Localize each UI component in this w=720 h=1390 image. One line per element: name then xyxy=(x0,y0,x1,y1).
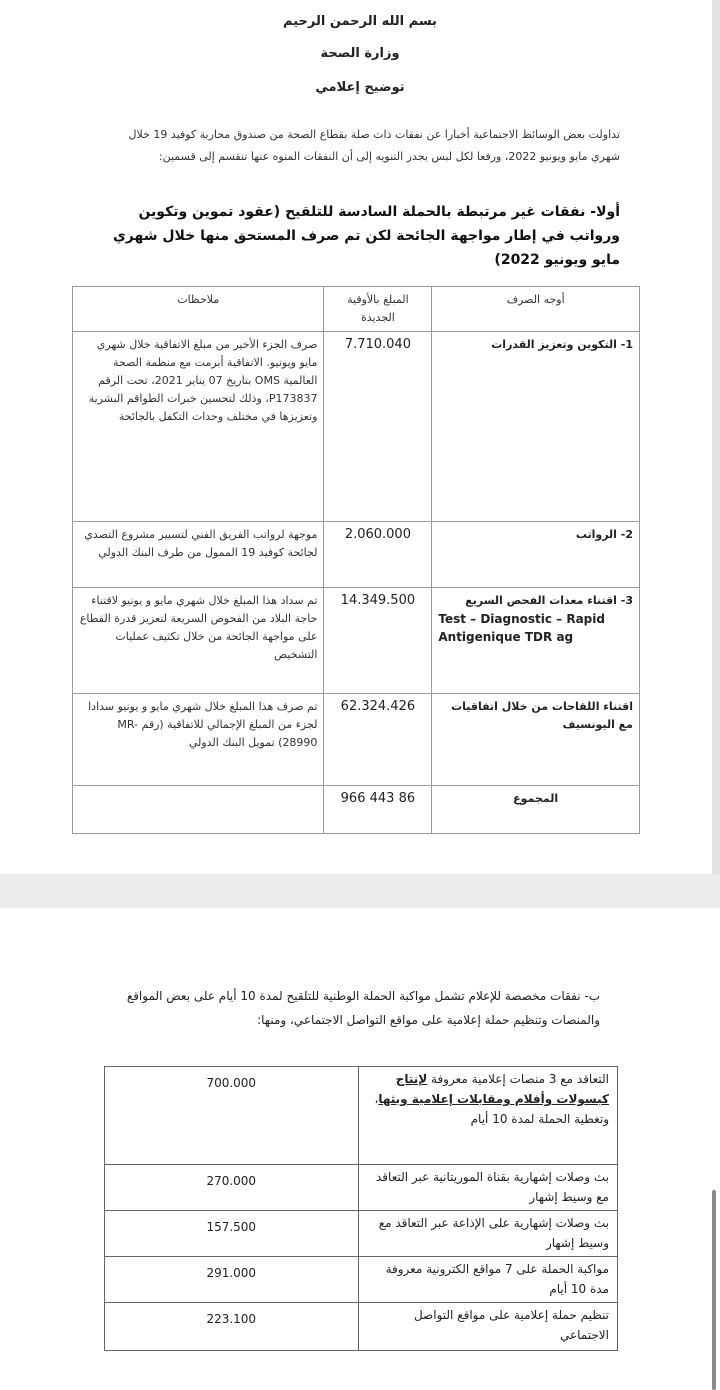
total-amount: 86 443 966 xyxy=(324,786,432,834)
row-item-arabic: 3- اقتناء معدات الفحص السريع xyxy=(465,594,633,607)
total-label: المجموع xyxy=(432,786,640,834)
column-header-amount: المبلغ بالأوقية الجديدة xyxy=(324,287,432,332)
media-expenses-table xyxy=(104,1066,618,1351)
row-item xyxy=(358,1067,617,1165)
table-row xyxy=(105,1303,618,1351)
row-item-text: التعاقد مع 3 منصات إعلامية معروفة xyxy=(431,1072,609,1086)
table-total-row xyxy=(73,786,640,834)
row-amount: 62.324.426 xyxy=(324,694,432,786)
table-row xyxy=(73,332,640,522)
row-item-latin: Test – Diagnostic – Rapid Antigenique TDR ag xyxy=(438,612,605,644)
row-amount: 223.100 xyxy=(105,1303,359,1351)
table-row xyxy=(73,694,640,786)
basmala: بسم الله الرحمن الرحيم xyxy=(283,14,437,29)
column-header-item: أوجه الصرف xyxy=(432,287,640,332)
row-amount: 2.060.000 xyxy=(324,522,432,588)
row-item xyxy=(432,588,640,694)
page-separator xyxy=(0,874,720,908)
intro-paragraph: تداولت بعض الوسائط الاجتماعية أخبارا عن نفقات ذات صلة بقطاع الصحة من صندوق محاربة كوفيد 19 خلال شهري مايو ويونيو 2022، ورفعا لكل لبس يجدر التنويه إلى أن النفقات المنوه عنها تنقسم إلى قسمين: xyxy=(128,128,620,163)
table-row xyxy=(73,588,640,694)
table-row xyxy=(105,1211,618,1257)
row-item: 1- التكوين وتعزيز القدرات xyxy=(432,332,640,522)
expenses-table xyxy=(72,286,640,834)
ministry-name: وزارة الصحة xyxy=(320,46,400,61)
row-amount: 157.500 xyxy=(105,1211,359,1257)
page-edge-shadow xyxy=(712,0,720,874)
row-note: تم صرف هذا المبلغ خلال شهري مايو و يونيو سدادا لجزء من المبلغ الإجمالي للاتفاقية (رقم MR-28990) تمويل البنك الدولي xyxy=(73,694,324,786)
row-note: تم سداد هذا المبلغ خلال شهري مايو و يونيو لاقتناء حاجة البلاد من الفحوص السريعة لتعزيز قدرة القطاع على مواجهة الجائحة من خلال تكثيف عمليات التشخيص xyxy=(73,588,324,694)
row-amount: 700.000 xyxy=(105,1067,359,1165)
table-row xyxy=(73,522,640,588)
row-item: 2- الرواتب xyxy=(432,522,640,588)
table-row xyxy=(105,1257,618,1303)
scrollbar-thumb[interactable] xyxy=(712,1190,716,1390)
total-note xyxy=(73,786,324,834)
section1-heading: أولا- نفقات غير مرتبطة بالحملة السادسة للتلقيح (عقود تموين وتكوين ورواتب في إطار مواجهة الجائحة لكن تم صرف المستحق منها خلال شهري مايو ويونيو 2022) xyxy=(112,204,620,268)
row-note: صرف الجزء الأخير من مبلغ الاتفاقية خلال شهري مايو ويونيو. الاتفاقية أبرمت مع منظمة الصحة العالمية OMS بتاريخ 07 يناير 2021، تحت الرقم P173837، وذلك لتحسين خبرات الطواقم البشرية وتعزيزها في مختلف وحدات التكفل بالجائحة xyxy=(73,332,324,522)
table-row xyxy=(105,1067,618,1165)
row-note: موجهة لرواتب الفريق الفني لتسيير مشروع التصدي لجائحة كوفيد 19 الممول من طرف البنك الدولي xyxy=(73,522,324,588)
row-item: مواكبة الحملة على 7 مواقع الكترونية معروفة مدة 10 أيام xyxy=(358,1257,617,1303)
row-item: تنظيم حملة إعلامية على مواقع التواصل الاجتماعي xyxy=(358,1303,617,1351)
table-header-row xyxy=(73,287,640,332)
document-title: توضيح إعلامي xyxy=(315,80,405,95)
row-item-underlined: لإنتاج كبسولات وأفلام ومقابلات إعلامية وبثها xyxy=(378,1072,609,1106)
row-amount: 14.349.500 xyxy=(324,588,432,694)
row-item: بث وصلات إشهارية بقناة الموريتانية عبر التعاقد مع وسيط إشهار xyxy=(358,1165,617,1211)
row-item-text-end: ، وتغطية الحملة لمدة 10 أيام xyxy=(374,1092,609,1126)
row-item: بث وصلات إشهارية على الإذاعة عبر التعاقد مع وسيط إشهار xyxy=(358,1211,617,1257)
section2-heading: ب- نفقات مخصصة للإعلام تشمل مواكبة الحملة الوطنية للتلقيح لمدة 10 أيام على بعض المواقع والمنصات وتنظيم حملة إعلامية على مواقع التواصل الاجتماعي، ومنها: xyxy=(126,989,600,1027)
row-item: اقتناء اللقاحات من خلال اتفاقيات مع اليونسيف xyxy=(432,694,640,786)
row-amount: 7.710.040 xyxy=(324,332,432,522)
column-header-notes: ملاحظات xyxy=(73,287,324,332)
row-amount: 291.000 xyxy=(105,1257,359,1303)
table-row xyxy=(105,1165,618,1211)
row-amount: 270.000 xyxy=(105,1165,359,1211)
